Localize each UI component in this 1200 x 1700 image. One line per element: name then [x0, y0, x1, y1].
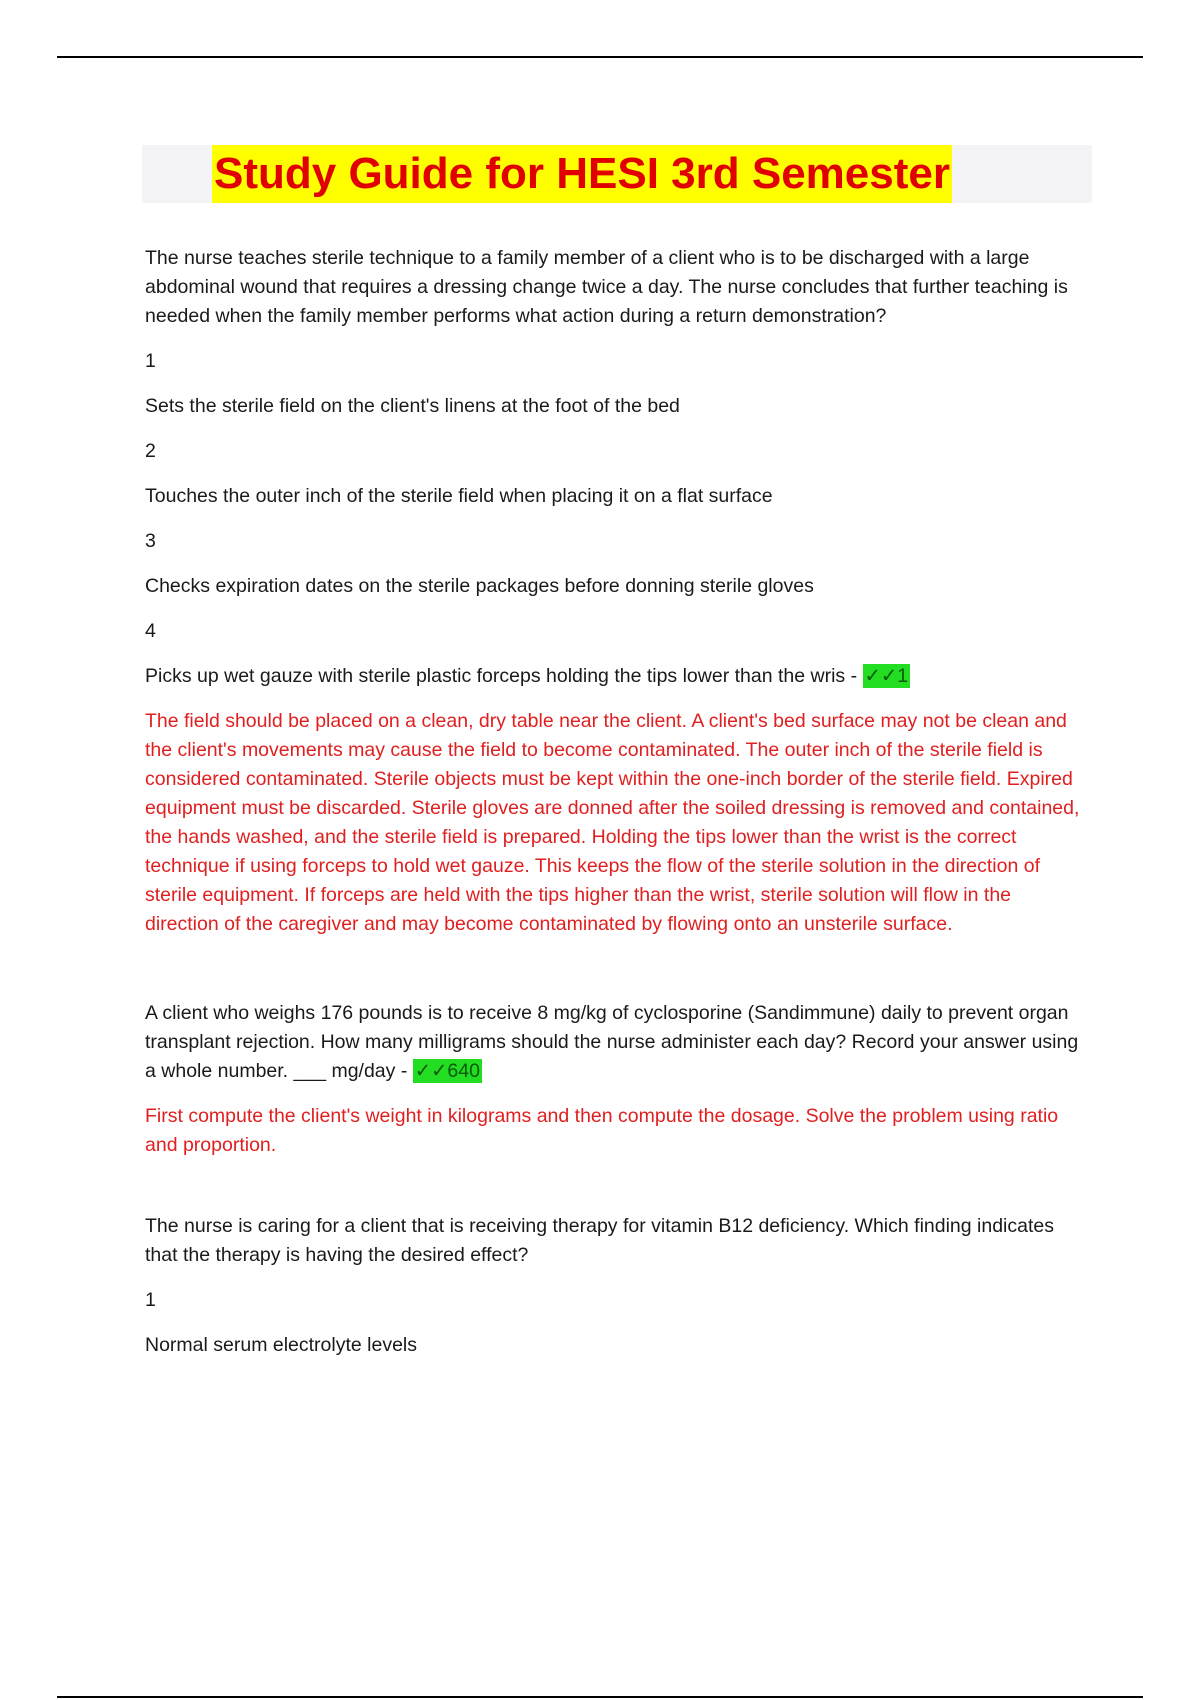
page-title: Study Guide for HESI 3rd Semester: [212, 145, 952, 203]
q1-option-1-number: 1: [145, 350, 156, 372]
q3-option-1-text: Normal serum electrolyte levels: [145, 1334, 418, 1356]
q1-rationale: The field should be placed on a clean, dry table near the client. A client's bed surface may not be clean and the client's movements may cause the field to become contaminated. The outer inch of the sterile field is considered contaminated. Sterile objects must be kept within the one-inch border of the sterile field. Expired equipment must be discarded. Sterile gloves are donned after the soiled dressing is removed and contained, the hands washed, and the sterile field is prepared. Holding the tips lower than the wrist is the correct technique if using forceps to hold wet gauze. This keeps the flow of the sterile solution in the direction of sterile equipment. If forceps are held with the tips higher than the wrist, sterile solution will flow in the direction of the caregiver and may become contaminated by flowing onto an unsterile surface.: [145, 710, 1080, 935]
question-2: A client who weighs 176 pounds is to receive 8 mg/kg of cyclosporine (Sandimmune) daily to prevent organ transplant rejection. How many milligrams should the nurse administer each day? Record your answer using a whole number. ___ mg/day -: [145, 1002, 1079, 1082]
question-2-line: [145, 999, 1090, 1086]
q1-option-2-number: 2: [145, 440, 156, 462]
q2-rationale: First compute the client's weight in kilograms and then compute the dosage. Solve the problem using ratio and proportion.: [145, 1105, 1059, 1156]
question-3: The nurse is caring for a client that is receiving therapy for vitamin B12 deficiency. Which finding indicates that the therapy is having the desired effect?: [145, 1215, 1054, 1266]
q1-answer-key: ✓✓1: [864, 665, 909, 687]
q2-answer-key: ✓✓640: [414, 1060, 480, 1082]
q1-option-3-text: Checks expiration dates on the sterile packages before donning sterile gloves: [145, 575, 814, 597]
q1-option-4-text: Picks up wet gauze with sterile plastic forceps holding the tips lower than the wris -: [145, 665, 863, 687]
question-1: The nurse teaches sterile technique to a family member of a client who is to be discharged with a large abdominal wound that requires a dressing change twice a day. The nurse concludes that further teaching is needed when the family member performs what action during a return demonstration?: [145, 247, 1068, 327]
q1-option-3-number: 3: [145, 530, 156, 552]
top-rule: [57, 56, 1143, 58]
q1-option-4-line: [145, 662, 1090, 691]
q3-option-1-number: 1: [145, 1289, 156, 1311]
q1-option-4-number: 4: [145, 620, 156, 642]
q1-option-1-text: Sets the sterile field on the client's linens at the foot of the bed: [145, 395, 680, 417]
bottom-rule: [57, 1696, 1143, 1698]
q1-option-2-text: Touches the outer inch of the sterile field when placing it on a flat surface: [145, 485, 773, 507]
document-body: [145, 244, 1090, 1360]
